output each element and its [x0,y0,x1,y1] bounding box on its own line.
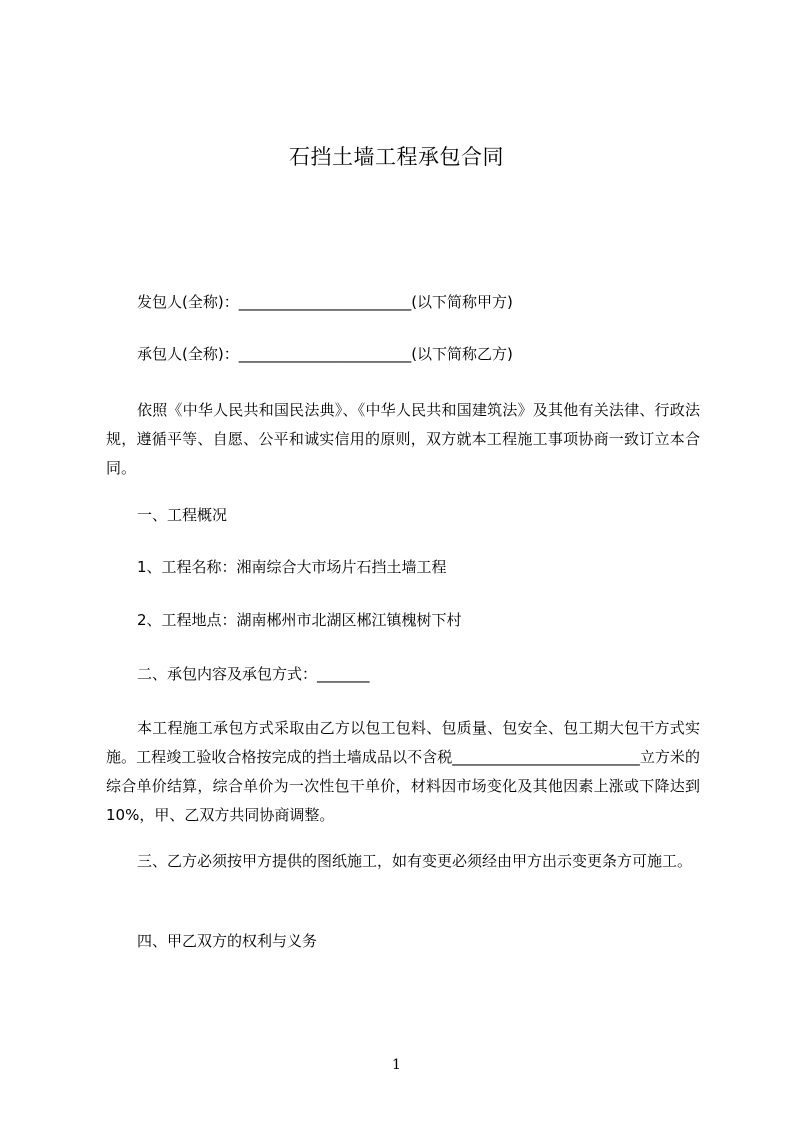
page-number: 1 [392,1057,401,1073]
section-2-body: 本工程施工承包方式采取由乙方以包工包料、包质量、包安全、包工期大包干方式实施。工程竣工验收合格按完成的挡土墙成品以不含税_________________________立方米的综合单价结算，综合单价为一次性包干单价，材料因市场变化及其他因素上涨或下降达到10%，甲、乙双方共同协商调整。 [106,719,700,824]
section-3-paragraph: 三、乙方必须按甲方提供的图纸施工，如有变更必须经由甲方出示变更条方可施工。 [137,852,693,870]
section-4-heading: 四、甲乙双方的权利与义务 [137,932,318,950]
section-1-heading: 一、工程概况 [137,506,228,524]
item-project-name: 1、工程名称：湘南综合大市场片石挡土墙工程 [137,558,447,576]
party-b-line: 承包人(全称)：_______________________(以下简称乙方) [137,345,513,363]
section-2-heading: 二、承包内容及承包方式：_______ [137,665,370,683]
item-project-location: 2、工程地点：湖南郴州市北湖区郴江镇槐树下村 [137,611,462,629]
party-a-line: 发包人(全称)：_______________________(以下简称甲方) [137,293,513,311]
intro-paragraph: 依照《中华人民共和国民法典》、《中华人民共和国建筑法》及其他有关法律、行政法规，遵循平等、自愿、公平和诚实信用的原则，双方就本工程施工事项协商一致订立本合同。 [106,401,700,477]
document-title: 石挡土墙工程承包合同 [289,145,504,169]
